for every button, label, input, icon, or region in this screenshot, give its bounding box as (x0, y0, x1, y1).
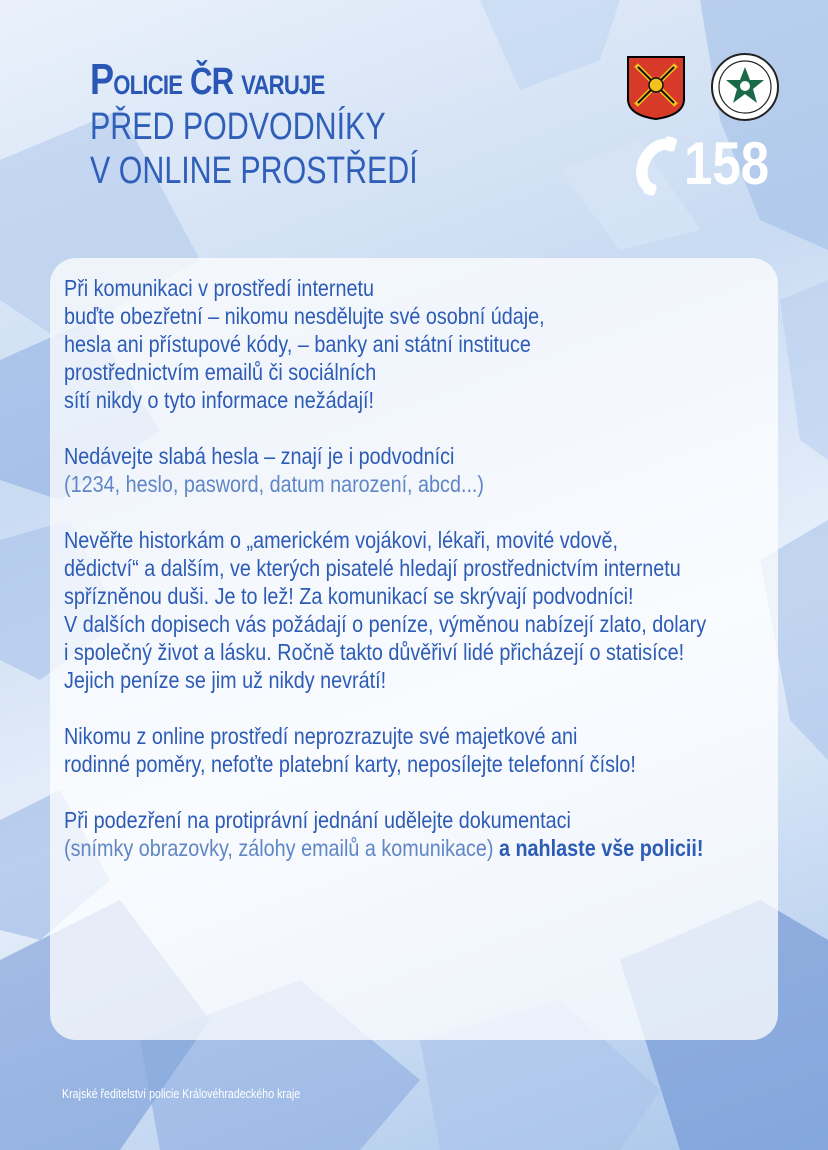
paragraph-report (64, 806, 704, 862)
text-line: rodinné poměry, nefoťte platební karty, neposílejte telefonní číslo! (64, 751, 636, 777)
poster-title (90, 55, 500, 192)
text-line: Při podezření na protiprávní jednání udělejte dokumentaci (64, 807, 571, 833)
paragraph-stories (64, 526, 707, 694)
warning-text (64, 274, 764, 890)
police-badge-icon (710, 52, 780, 122)
regional-emblem-icon (626, 55, 686, 121)
text-line: Nevěřte historkám o „americkém vojákovi, lékaři, movité vdově, (64, 527, 619, 553)
text-line: buďte obezřetní – nikomu nesdělujte své osobní údaje, (64, 303, 545, 329)
title-line-3: V ONLINE PROSTŘEDÍ (90, 150, 418, 192)
text-line-note: (snímky obrazovky, zálohy emailů a komunikace) (64, 835, 494, 861)
paragraph-passwords (64, 442, 666, 498)
emergency-phone-number: 158 (684, 130, 770, 197)
text-line: prostřednictvím emailů či sociálních (64, 359, 377, 385)
text-line: hesla ani přístupové kódy, – banky ani státní instituce (64, 331, 531, 357)
paragraph-communication (64, 274, 666, 414)
text-line (64, 834, 704, 862)
text-line: dědictví“ a dalším, ve kterých pisatelé hledají prostřednictvím internetu (64, 555, 681, 581)
text-line-note: (1234, heslo, pasword, datum narození, abcd...) (64, 471, 485, 497)
footer-issuer: Krajské ředitelství policie Královéhradeckého kraje (62, 1086, 301, 1101)
paragraph-privacy (64, 722, 666, 778)
text-line: spřízněnou duši. Je to lež! Za komunikací se skrývají podvodníci! (64, 583, 634, 609)
text-line: Při komunikaci v prostředí internetu (64, 275, 375, 301)
text-line: Nikomu z online prostředí neprozrazujte své majetkové ani (64, 723, 578, 749)
title-line-2: PŘED PODVODNÍKY (90, 106, 386, 148)
text-line: sítí nikdy o tyto informace nežádají! (64, 387, 375, 413)
title-rest: olicie ČR varuje (113, 61, 325, 103)
text-line: V dalších dopisech vás požádají o peníze, výměnou nabízejí zlato, dolary (64, 611, 707, 637)
text-line: i společný život a lásku. Ročně takto důvěřiví lidé přicházejí o statisíce! (64, 639, 685, 665)
title-line-1 (90, 55, 426, 104)
title-initial: P (90, 55, 114, 104)
text-line: Jejich peníze se jim už nikdy nevrátí! (64, 667, 387, 693)
text-line: Nedávejte slabá hesla – znají je i podvodníci (64, 443, 455, 469)
text-line-emphasis: a nahlaste vše policii! (493, 835, 704, 861)
phone-icon (630, 135, 682, 197)
